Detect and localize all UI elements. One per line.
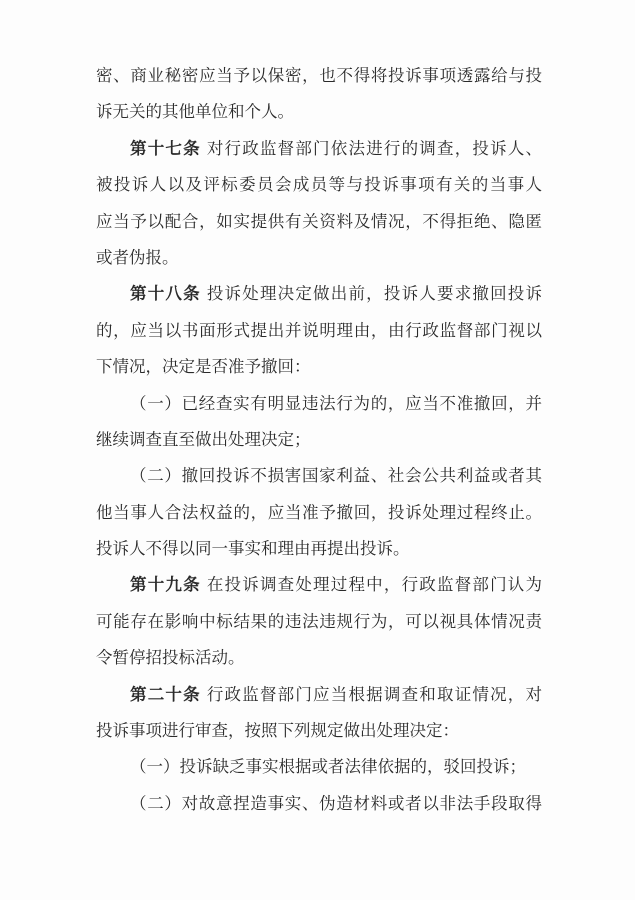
- paragraph-line: （二）对故意捏造事实、伪造材料或者以非法手段取得: [130, 793, 542, 813]
- article-18-title: 第十八条: [130, 284, 201, 304]
- article-20-title: 第二十条: [130, 684, 201, 704]
- paragraph-line: 投诉处理决定做出前，投诉人要求撤回投诉: [206, 284, 543, 304]
- paragraph-line: 令暂停招投标活动。: [96, 648, 245, 668]
- paragraph-line: 投诉事项进行审查，按照下列规定做出处理决定：: [96, 721, 459, 741]
- article-17-title: 第十七条: [130, 138, 201, 158]
- article-20-first-line: [96, 677, 542, 713]
- article-19-title: 第十九条: [130, 575, 201, 595]
- paragraph-line: 可能存在影响中标结果的违法违规行为，可以视具体情况责: [96, 611, 542, 631]
- paragraph-line: （二）撤回投诉不损害国家利益、社会公共利益或者其: [130, 466, 542, 486]
- paragraph-line: 在投诉调查处理过程中，行政监督部门认为: [206, 575, 543, 595]
- paragraph-line: 投诉人不得以同一事实和理由再提出投诉。: [96, 539, 410, 559]
- paragraph-line: 继续调查直至做出处理决定；: [96, 429, 311, 449]
- paragraph-line: 应当予以配合，如实提供有关资料及情况，不得拒绝、隐匿: [96, 211, 542, 231]
- paragraph-line: 他当事人合法权益的，应当准予撤回，投诉处理过程终止。: [96, 502, 542, 522]
- paragraph-line: （一）投诉缺乏事实根据或者法律依据的，驳回投诉；: [130, 757, 526, 777]
- paragraph-line: 的，应当以书面形式提出并说明理由，由行政监督部门视以: [96, 320, 542, 340]
- paragraph-line: 对行政监督部门依法进行的调查，投诉人、: [206, 138, 543, 158]
- paragraph-line: 行政监督部门应当根据调查和取证情况，对: [206, 684, 543, 704]
- article-19-first-line: [96, 567, 542, 603]
- paragraph-line: 下情况，决定是否准予撤回：: [96, 357, 311, 377]
- article-18-first-line: [96, 276, 542, 312]
- paragraph-line: 或者伪报。: [96, 247, 179, 267]
- article-17-first-line: [96, 131, 542, 167]
- paragraph-line: 密、商业秘密应当予以保密，也不得将投诉事项透露给与投: [96, 66, 542, 85]
- paragraph-line: （一）已经查实有明显违法行为的，应当不准撤回，并: [130, 393, 542, 413]
- paragraph-line: 诉无关的其他单位和个人。: [96, 102, 294, 122]
- document-body: [96, 58, 542, 822]
- paragraph-line: 被投诉人以及评标委员会成员等与投诉事项有关的当事人: [96, 175, 542, 195]
